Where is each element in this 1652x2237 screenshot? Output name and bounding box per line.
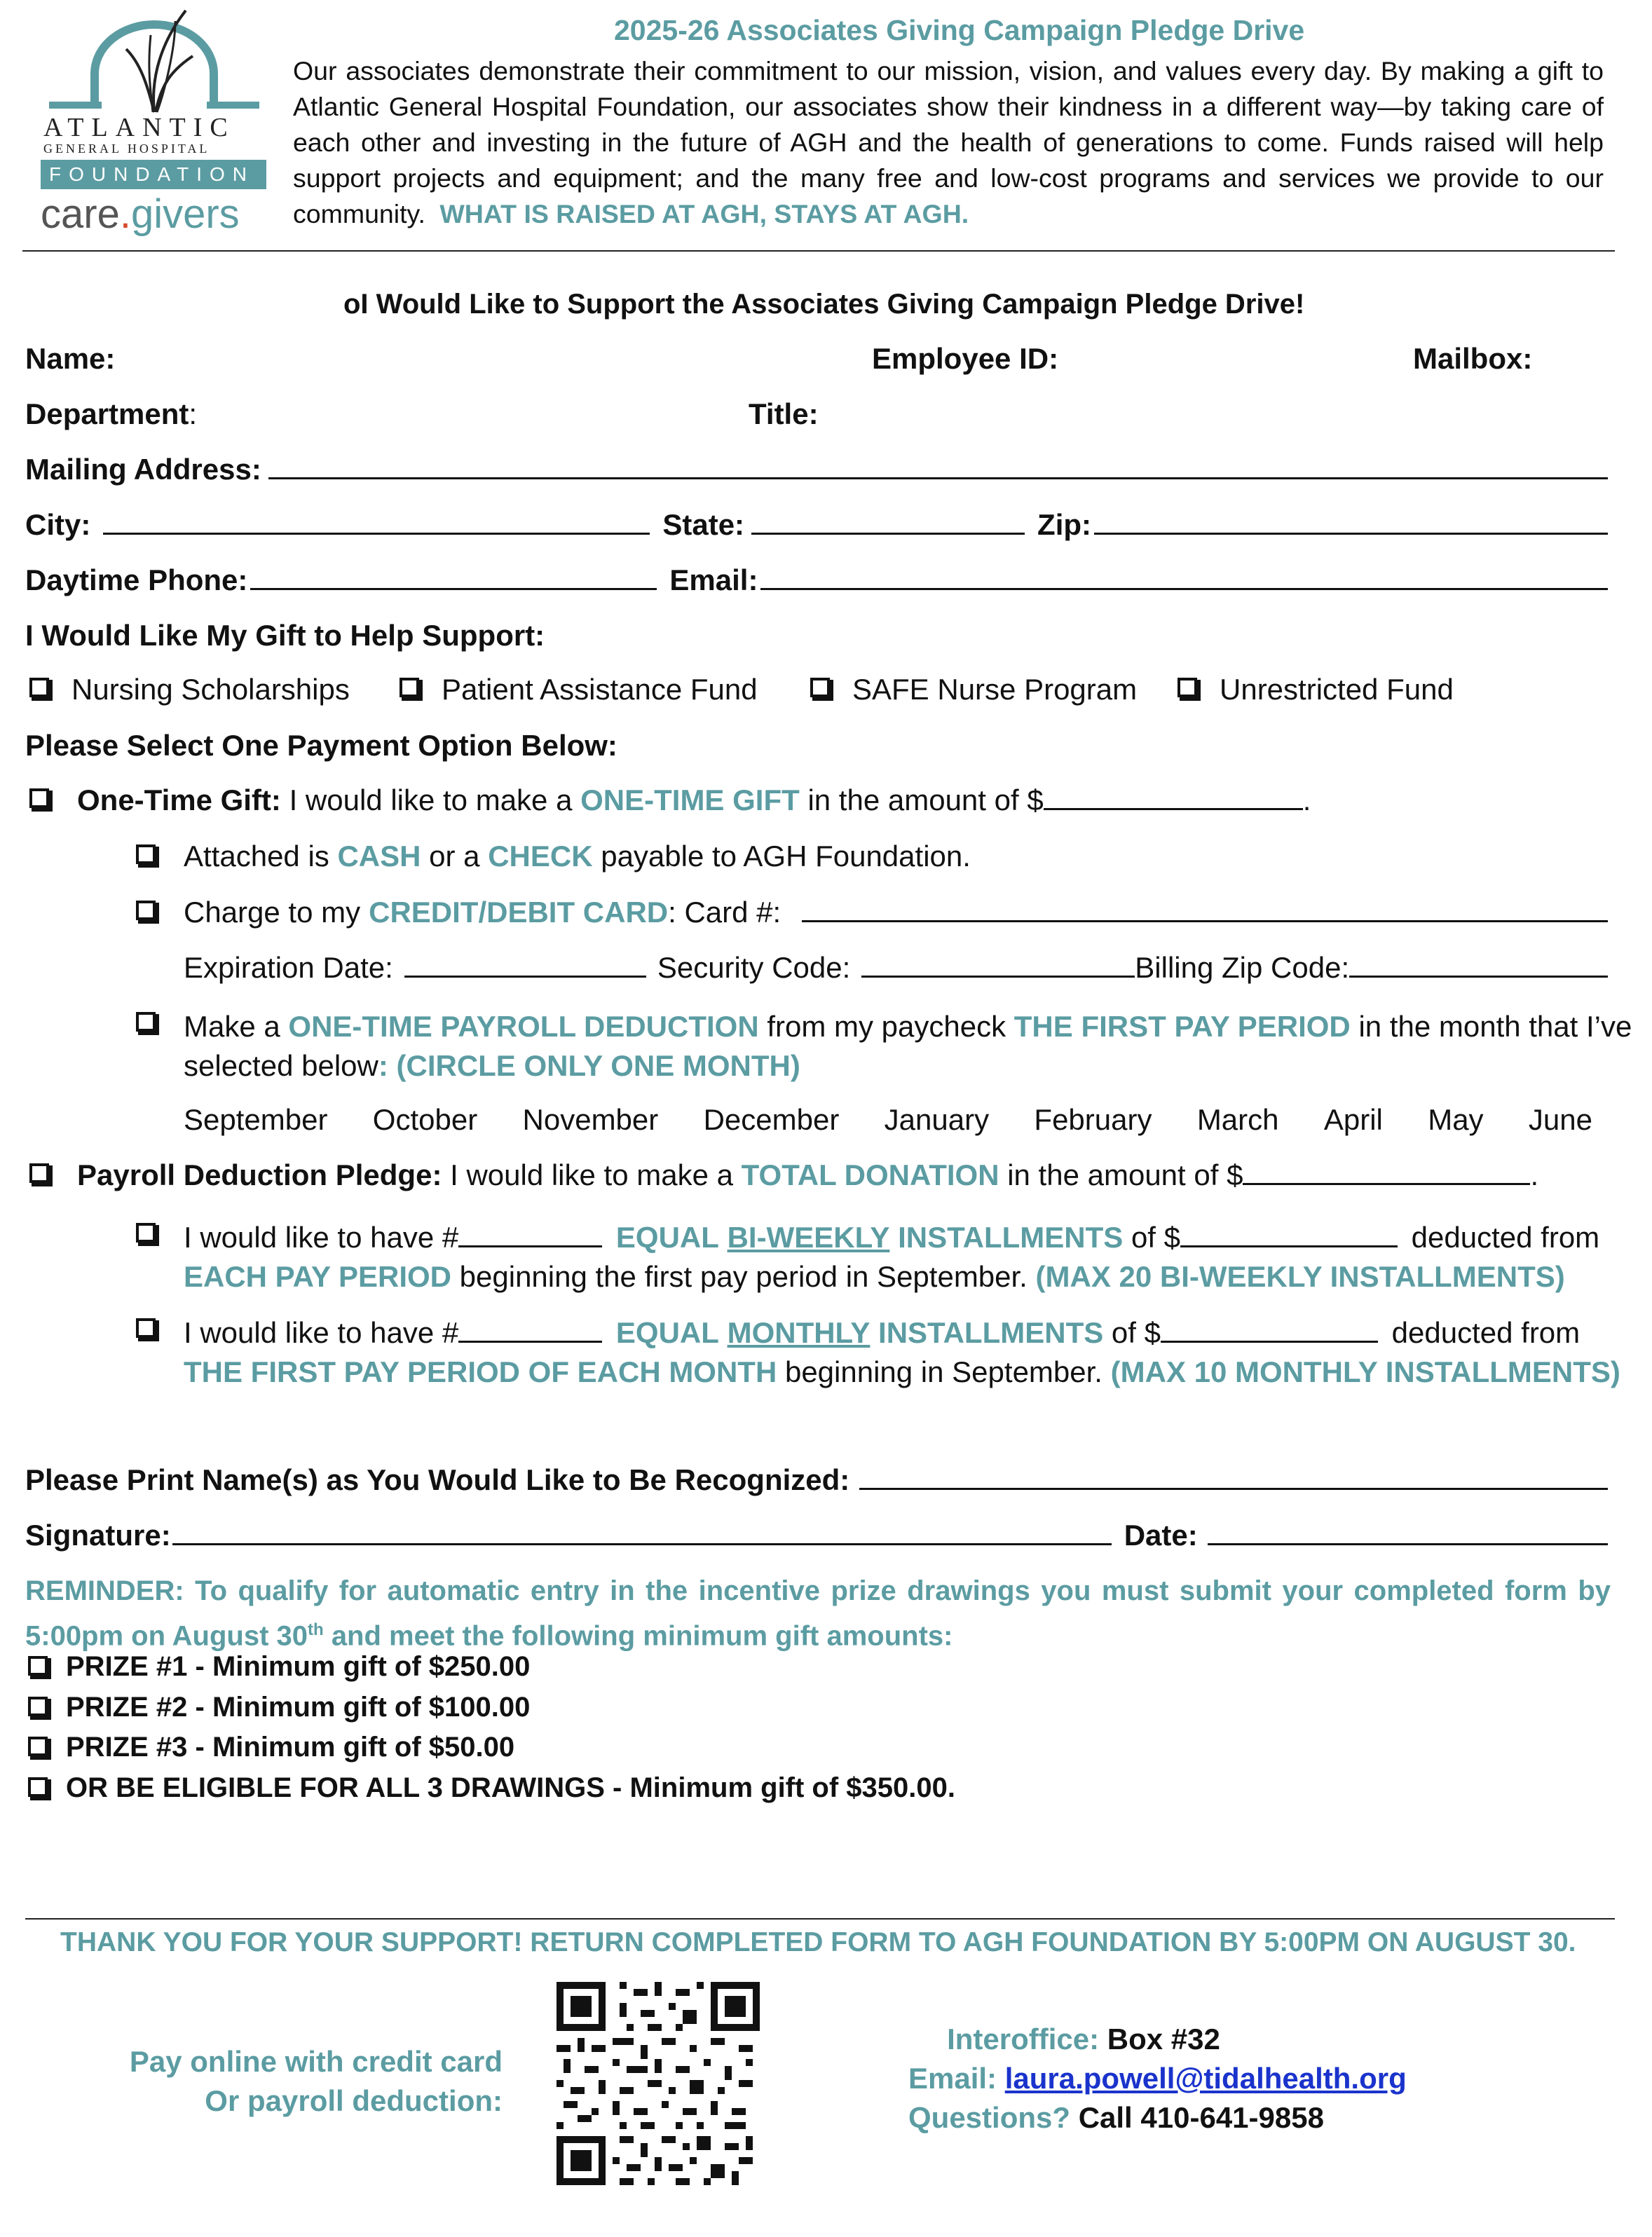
email-line (908, 2059, 1407, 2098)
pledge-end: . (1530, 1158, 1539, 1191)
month-option[interactable]: September (184, 1103, 328, 1136)
month-option[interactable]: December (703, 1103, 840, 1136)
monthly-hl4: THE FIRST PAY PERIOD OF EACH MONTH (184, 1355, 777, 1388)
pay-online-2: Or payroll deduction: (205, 2084, 503, 2117)
city-label: City: (25, 508, 91, 541)
month-option[interactable]: February (1034, 1103, 1152, 1136)
zip-field[interactable] (1094, 509, 1608, 535)
cash-c: payable to AGH Foundation. (601, 840, 971, 873)
prize-1: PRIZE #1 - Minimum gift of $250.00 (66, 1651, 531, 1682)
logo-foundation-bar (41, 160, 266, 189)
cash-hl2: CHECK (488, 840, 593, 873)
signature-row (25, 1519, 1608, 1552)
pledge-label: Payroll Deduction Pledge: (77, 1158, 442, 1191)
support-checkbox-2[interactable] (400, 678, 419, 697)
department-label (25, 397, 197, 431)
one-time-amount-field[interactable] (1044, 784, 1303, 810)
one-time-text-b: in the amount of $ (807, 784, 1044, 816)
biweekly-b: of $ (1131, 1221, 1180, 1254)
footer-thanks: THANK YOU FOR YOUR SUPPORT! RETURN COMPLETED FORM TO AGH FOUNDATION BY 5:00PM ON AUGUST 30. (60, 1927, 1576, 1957)
monthly-row (184, 1313, 1620, 1392)
payroll-hl3: : (CIRCLE ONLY ONE MONTH) (378, 1049, 800, 1082)
one-time-text-a: I would like to make a (289, 784, 573, 816)
biweekly-c: deducted from (1411, 1221, 1600, 1254)
form-heading: oI Would Like to Support the Associates Giving Campaign Pledge Drive! (343, 289, 1305, 320)
prize-checkbox-3[interactable] (28, 1737, 48, 1756)
support-checkbox-4[interactable] (1177, 678, 1197, 697)
prize-4: OR BE ELIGIBLE FOR ALL 3 DRAWINGS - Minimum gift of $350.00. (66, 1772, 956, 1803)
footer-email-label: Email: (908, 2062, 997, 2095)
monthly-hl1: EQUAL (615, 1316, 719, 1349)
biweekly-hl3: INSTALLMENTS (898, 1221, 1124, 1254)
logo-tagline (41, 191, 240, 238)
payroll-b: from my paycheck (767, 1010, 1006, 1043)
biweekly-a: I would like to have # (184, 1221, 459, 1254)
phone-field[interactable] (250, 564, 657, 590)
one-time-label: One-Time Gift: (77, 784, 281, 816)
payroll-c: in the month that I’ve (1358, 1010, 1632, 1043)
monthly-hl5: (MAX 10 MONTHLY INSTALLMENTS) (1110, 1355, 1620, 1388)
pledge-amount-field[interactable] (1243, 1159, 1530, 1185)
mailing-address-row (25, 453, 1608, 486)
biweekly-checkbox[interactable] (136, 1223, 156, 1243)
month-option[interactable]: November (522, 1103, 659, 1136)
month-option[interactable]: March (1196, 1103, 1279, 1136)
prize-3: PRIZE #3 - Minimum gift of $50.00 (66, 1732, 515, 1763)
biweekly-count-field[interactable] (458, 1222, 602, 1247)
biweekly-d: beginning the first pay period in September. (459, 1260, 1028, 1293)
pledge-a: I would like to make a (450, 1158, 733, 1191)
intro-body: Our associates demonstrate their commitment to our mission, vision, and values every day. By making a gift to Atlantic General Hospital Foundation, our associates show their kindness in a different way—by taking care of each other and investing in the future of AGH and the health of generations to come. Funds raised will help support projects and equipment; and the many free and low-cost programs and services we provide to our community. (293, 56, 1604, 228)
prize-checkbox-1[interactable] (28, 1656, 48, 1676)
city-field[interactable] (103, 509, 650, 535)
cash-row (184, 840, 971, 873)
monthly-b: of $ (1111, 1316, 1161, 1349)
zip-label: Zip: (1037, 508, 1092, 541)
recognition-label: Please Print Name(s) as You Would Like to Be Recognized: (25, 1463, 850, 1496)
reminder-a: REMINDER: To qualify for automatic entry in the incentive prize drawings you must submit your completed form by 5:00pm on August 30 (25, 1575, 1611, 1652)
card-details-row (184, 951, 1608, 985)
logo-org-line1: ATLANTIC (43, 113, 235, 142)
biweekly-hl5: (MAX 20 BI-WEEKLY INSTALLMENTS) (1035, 1260, 1565, 1293)
pay-online-1: Pay online with credit card (129, 2045, 503, 2078)
name-label: Name: (25, 342, 116, 375)
payment-heading: Please Select One Payment Option Below: (25, 729, 617, 762)
email-link[interactable]: laura.powell@tidalhealth.org (1004, 2062, 1407, 2095)
logo-tagline-dot: . (119, 191, 131, 237)
email-label: Email: (669, 563, 758, 596)
date-field[interactable] (1208, 1519, 1608, 1545)
page-title: 2025-26 Associates Giving Campaign Pledge Drive (614, 14, 1305, 46)
pledge-b: in the amount of $ (1007, 1158, 1243, 1191)
monthly-a: I would like to have # (184, 1316, 459, 1349)
billing-field[interactable] (1349, 952, 1608, 978)
title-label: Title: (749, 397, 819, 430)
logo-tagline-a: care (41, 191, 120, 237)
mailing-address-field[interactable] (268, 453, 1608, 479)
footer-divider (25, 1918, 1615, 1920)
cash-b: or a (429, 840, 480, 873)
biweekly-row (184, 1218, 1599, 1297)
header-divider (22, 250, 1615, 252)
interoffice-label: Interoffice: (947, 2023, 1100, 2055)
email-field[interactable] (760, 564, 1608, 590)
payroll-d: selected below (184, 1049, 378, 1082)
recognition-row (25, 1463, 1608, 1497)
questions-label: Questions? (908, 2101, 1071, 2134)
intro-text (293, 53, 1604, 232)
cash-checkbox[interactable] (136, 844, 156, 864)
date-label: Date: (1124, 1519, 1198, 1552)
monthly-c: deducted from (1391, 1316, 1581, 1349)
card-hl: CREDIT/DEBIT CARD (369, 896, 669, 929)
card-row (184, 896, 1608, 929)
recognition-field[interactable] (859, 1464, 1608, 1490)
sec-label: Security Code: (657, 951, 851, 984)
card-number-field[interactable] (802, 896, 1608, 922)
monthly-checkbox[interactable] (136, 1318, 156, 1338)
payroll-hl2: THE FIRST PAY PERIOD (1013, 1010, 1351, 1043)
payroll-a: Make a (184, 1010, 280, 1043)
monthly-count-field[interactable] (458, 1317, 602, 1343)
interoffice-value: Box #32 (1107, 2023, 1220, 2055)
one-time-row (77, 784, 1311, 817)
month-option[interactable]: January (884, 1103, 990, 1136)
support-option-3: SAFE Nurse Program (852, 673, 1138, 706)
payroll-row (184, 1007, 1632, 1086)
qr-code-icon[interactable] (557, 1982, 760, 2185)
prize-checkbox-4[interactable] (28, 1777, 48, 1797)
biweekly-hl4: EACH PAY PERIOD (184, 1260, 451, 1293)
sec-field[interactable] (861, 952, 1135, 978)
state-field[interactable] (751, 509, 1025, 535)
logo-org-line2: GENERAL HOSPITAL (43, 142, 210, 156)
signature-label: Signature: (25, 1519, 171, 1552)
interoffice-line (908, 2020, 1259, 2059)
month-option[interactable]: June (1528, 1103, 1592, 1136)
prize-checkbox-2[interactable] (28, 1697, 48, 1716)
state-label: State: (662, 508, 745, 541)
month-list (184, 1103, 1592, 1137)
card-b: : Card #: (668, 896, 781, 929)
monthly-d: beginning in September. (784, 1355, 1103, 1388)
card-a: Charge to my (184, 896, 361, 929)
cash-hl1: CASH (337, 840, 421, 873)
support-checkbox-1[interactable] (29, 678, 49, 697)
signature-field[interactable] (172, 1519, 1112, 1545)
logo-org-line3: FOUNDATION (49, 163, 255, 185)
pledge-row (77, 1158, 1538, 1192)
reminder-b: and meet the following minimum gift amounts: (331, 1620, 953, 1652)
city-row (25, 508, 1608, 542)
support-checkbox-3[interactable] (810, 678, 830, 697)
pledge-checkbox[interactable] (29, 1163, 49, 1183)
phone-label: Daytime Phone: (25, 563, 248, 596)
biweekly-amount-field[interactable] (1180, 1222, 1398, 1247)
mailing-address-label: Mailing Address: (25, 453, 261, 486)
prize-2: PRIZE #2 - Minimum gift of $100.00 (66, 1692, 531, 1723)
support-option-2: Patient Assistance Fund (442, 673, 758, 706)
card-checkbox[interactable] (136, 901, 156, 920)
support-option-4: Unrestricted Fund (1220, 673, 1454, 706)
mailbox-label: Mailbox: (1413, 342, 1533, 375)
reminder-sup: th (308, 1620, 324, 1639)
logo-tagline-b: givers (130, 191, 240, 237)
reminder-text (25, 1571, 1611, 1655)
questions-line (908, 2098, 1324, 2137)
phone-row (25, 563, 1608, 597)
contact-block (908, 2020, 1407, 2137)
support-option-1: Nursing Scholarships (71, 673, 350, 706)
month-option[interactable]: May (1428, 1103, 1484, 1136)
billing-label: Billing Zip Code: (1135, 951, 1350, 984)
department-colon: : (189, 397, 198, 430)
biweekly-hl1: EQUAL (615, 1221, 719, 1254)
support-heading: I Would Like My Gift to Help Support: (25, 619, 545, 652)
month-option[interactable]: October (372, 1103, 478, 1136)
biweekly-hl2: BI-WEEKLY (727, 1221, 890, 1254)
cash-a: Attached is (184, 840, 329, 873)
monthly-amount-field[interactable] (1161, 1317, 1378, 1343)
department-label-text: Department (25, 397, 189, 430)
one-time-hl: ONE-TIME GIFT (580, 784, 800, 816)
exp-label: Expiration Date: (184, 951, 393, 984)
pledge-hl: TOTAL DONATION (741, 1158, 999, 1191)
monthly-hl3: INSTALLMENTS (878, 1316, 1104, 1349)
questions-value: Call 410-641-9858 (1078, 2101, 1324, 2134)
one-time-end: . (1302, 784, 1311, 816)
employee-id-label: Employee ID: (872, 342, 1059, 375)
month-option[interactable]: April (1323, 1103, 1383, 1136)
intro-tag: WHAT IS RAISED AT AGH, STAYS AT AGH. (439, 199, 969, 228)
one-time-checkbox[interactable] (29, 788, 49, 808)
payroll-checkbox[interactable] (136, 1012, 156, 1032)
logo-arch-icon (35, 7, 273, 126)
exp-field[interactable] (404, 952, 646, 978)
payroll-hl1: ONE-TIME PAYROLL DEDUCTION (288, 1010, 759, 1043)
monthly-hl2: MONTHLY (727, 1316, 871, 1349)
logo (35, 7, 273, 245)
